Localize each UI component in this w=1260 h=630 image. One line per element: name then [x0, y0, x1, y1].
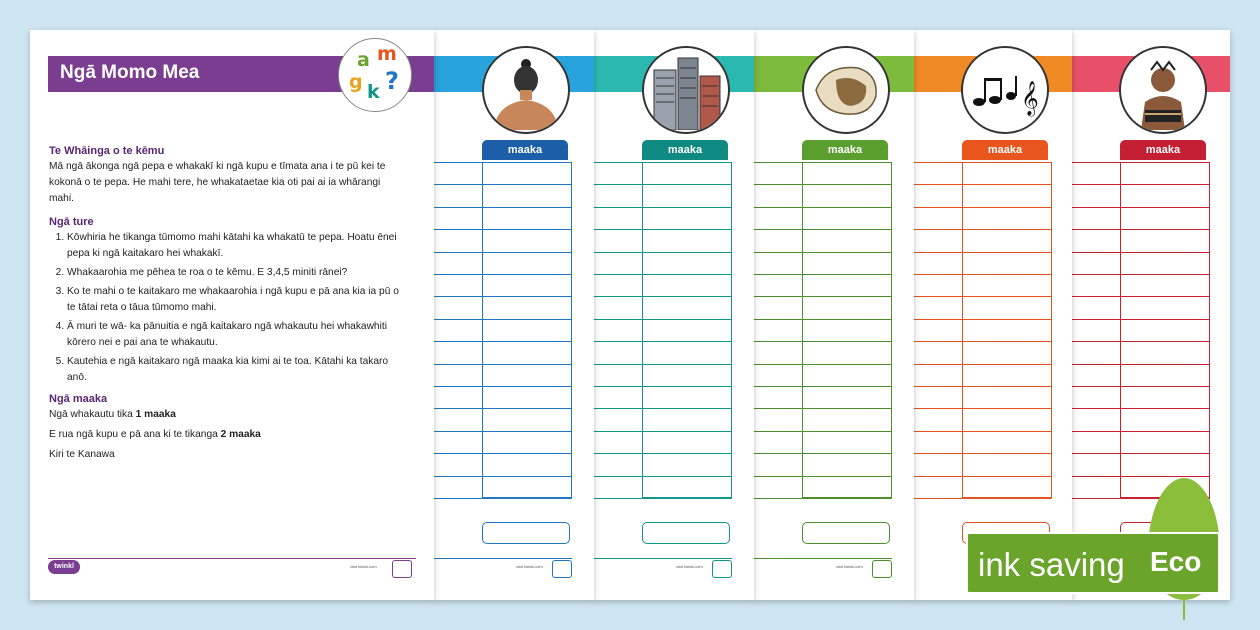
grid-row-line [914, 296, 1052, 297]
grid-row-line [594, 386, 732, 387]
ink-saving-badge [966, 532, 1220, 594]
ink-saving-text: ink saving [978, 546, 1125, 583]
grid-row-line [914, 453, 1052, 454]
grid-row-line [1072, 252, 1210, 253]
grid-row-line [754, 386, 892, 387]
grid-row-line [1072, 408, 1210, 409]
grid-row-line [1072, 431, 1210, 432]
grid-row-line [434, 319, 572, 320]
answer-grid [754, 162, 892, 498]
answer-grid [434, 162, 572, 498]
rule-item: 3. Ko te mahi o te kaitakaro me whakaarohia i ngā kupu e pā ana kia ia pū o te tātai reta o tāua tūmomo mahi. [67, 284, 399, 316]
worksheet-blue [434, 30, 594, 600]
grid-row-line [434, 184, 572, 185]
grid-row-line [914, 364, 1052, 365]
grid-row-line [1072, 274, 1210, 275]
eco-word: Eco [1150, 546, 1202, 577]
grid-row-line [754, 162, 892, 163]
grid-row-line [594, 207, 732, 208]
grid-row-line [434, 386, 572, 387]
grid-row-line [434, 498, 572, 499]
maori-performer-icon [1119, 46, 1207, 134]
twinkl-badge-icon [552, 560, 572, 578]
grid-row-line [754, 453, 892, 454]
grid-row-line [1072, 364, 1210, 365]
grid-row-line [914, 386, 1052, 387]
grid-row-line [594, 431, 732, 432]
maaka-tab: maaka [1120, 140, 1206, 160]
letters-logo-icon [338, 38, 412, 112]
grid-row-line [754, 341, 892, 342]
grid-row-line [754, 207, 892, 208]
grid-row-line [594, 274, 732, 275]
grid-row-line [594, 252, 732, 253]
grid-row-line [754, 408, 892, 409]
grid-row-line [1072, 476, 1210, 477]
grid-row-line [914, 252, 1052, 253]
grid-row-line [594, 453, 732, 454]
grid-row-line [754, 184, 892, 185]
grid-row-line [1072, 184, 1210, 185]
shell-icon [802, 46, 890, 134]
grid-row-line [914, 341, 1052, 342]
grid-row-line [914, 162, 1052, 163]
grid-row-line [754, 296, 892, 297]
grid-row-line [754, 274, 892, 275]
maaka-tab: maaka [962, 140, 1048, 160]
buildings-icon [642, 46, 730, 134]
grid-row-line [1072, 386, 1210, 387]
grid-row-line [434, 207, 572, 208]
grid-row-line [754, 476, 892, 477]
grid-row-line [914, 319, 1052, 320]
answer-grid [1072, 162, 1210, 498]
grid-row-line [1072, 207, 1210, 208]
grid-row-line [754, 229, 892, 230]
grid-row-line [594, 476, 732, 477]
goal-text: Mā ngā ākonga ngā pepa e whakakī ki ngā kupu e tīmata ana i te pū kei te kokonā o te pepa. He mahi tere, he whakataetae kia oti pai ai ia whārangi mahi. [49, 161, 386, 204]
twinkl-badge-icon [712, 560, 732, 578]
grid-row-line [434, 453, 572, 454]
grid-row-line [754, 364, 892, 365]
total-box [642, 522, 730, 544]
logo-letter: a [357, 49, 370, 71]
grid-row-line [434, 341, 572, 342]
grid-row-line [1072, 341, 1210, 342]
logo-letter: ? [385, 67, 399, 95]
maaka-tab: maaka [482, 140, 568, 160]
footer-url: visit twinkl.com [836, 564, 863, 569]
maaka-tab: maaka [642, 140, 728, 160]
grid-row-line [434, 229, 572, 230]
rules-heading: Ngā ture [49, 216, 94, 228]
person-back-icon [482, 46, 570, 134]
grid-row-line [594, 184, 732, 185]
page-title: Ngā Momo Mea [60, 62, 200, 83]
grid-row-line [754, 498, 892, 499]
points-line-1: Ngā whakautu tika 1 maaka [49, 409, 176, 420]
points-line-2: E rua ngā kupu e pā ana ki te tikanga 2 maaka [49, 429, 261, 440]
grid-row-line [754, 431, 892, 432]
grid-row-line [434, 296, 572, 297]
grid-row-line [914, 498, 1052, 499]
logo-letter: m [377, 43, 397, 65]
music-notes-icon [961, 46, 1049, 134]
grid-row-line [754, 319, 892, 320]
grid-row-line [594, 296, 732, 297]
grid-row-line [434, 252, 572, 253]
instructions [49, 114, 399, 463]
grid-row-line [434, 408, 572, 409]
total-box [482, 522, 570, 544]
grid-row-line [594, 364, 732, 365]
worksheet-orange [914, 30, 1072, 600]
maaka-tab: maaka [802, 140, 888, 160]
twinkl-badge-icon [872, 560, 892, 578]
total-box [802, 522, 890, 544]
grid-row-line [1072, 453, 1210, 454]
grid-row-line [594, 229, 732, 230]
grid-row-line [434, 274, 572, 275]
rules-list [49, 230, 399, 386]
goal-heading: Te Whāinga o te kēmu [49, 145, 165, 157]
twinkl-badge-icon [392, 560, 412, 578]
footer-url: visit twinkl.com [516, 564, 543, 569]
grid-row-line [914, 184, 1052, 185]
grid-row-line [1072, 229, 1210, 230]
grid-row-line [754, 252, 892, 253]
instruction-sheet [30, 30, 434, 600]
worksheet-green [754, 30, 914, 600]
grid-row-line [914, 408, 1052, 409]
points-heading: Ngā maaka [49, 393, 108, 405]
grid-row-line [914, 476, 1052, 477]
rule-item: 2. Whakaarohia me pēhea te roa o te kēmu. E 3,4,5 miniti rānei? [67, 265, 399, 281]
grid-row-line [1072, 296, 1210, 297]
rule-item: 4. Ā muri te wā- ka pānuitia e ngā kaitakaro ngā whakautu hei whakawhiti kōrero nei e pai ana te whakautu. [67, 319, 399, 351]
logo-letter: g [349, 71, 363, 93]
worksheet-teal [594, 30, 754, 600]
grid-row-line [434, 431, 572, 432]
answer-grid [594, 162, 732, 498]
grid-row-line [1072, 319, 1210, 320]
answer-grid [914, 162, 1052, 498]
grid-row-line [914, 229, 1052, 230]
grid-row-line [434, 364, 572, 365]
grid-row-line [594, 498, 732, 499]
grid-row-line [1072, 162, 1210, 163]
footer-url: visit twinkl.com [350, 564, 377, 569]
rule-item: 5. Kautehia e ngā kaitakaro ngā maaka kia kimi ai te toa. Kātahi ka takaro anō. [67, 354, 399, 386]
logo-letter: k [367, 81, 380, 103]
footer-url: visit twinkl.com [676, 564, 703, 569]
rule-item: 1. Kōwhiria he tikanga tūmomo mahi kātahi ka whakatū te pepa. Hoatu ēnei pepa ki ngā kaitakaro hei whakakī. [67, 230, 399, 262]
grid-row-line [914, 207, 1052, 208]
twinkl-logo: twinkl [48, 560, 80, 574]
grid-row-line [914, 431, 1052, 432]
grid-row-line [434, 476, 572, 477]
svg-text:𝄞: 𝄞 [1021, 81, 1039, 116]
grid-row-line [594, 319, 732, 320]
credit-text: Kiri te Kanawa [49, 449, 115, 460]
grid-row-line [594, 408, 732, 409]
grid-row-line [594, 341, 732, 342]
grid-row-line [594, 162, 732, 163]
grid-row-line [914, 274, 1052, 275]
grid-row-line [434, 162, 572, 163]
